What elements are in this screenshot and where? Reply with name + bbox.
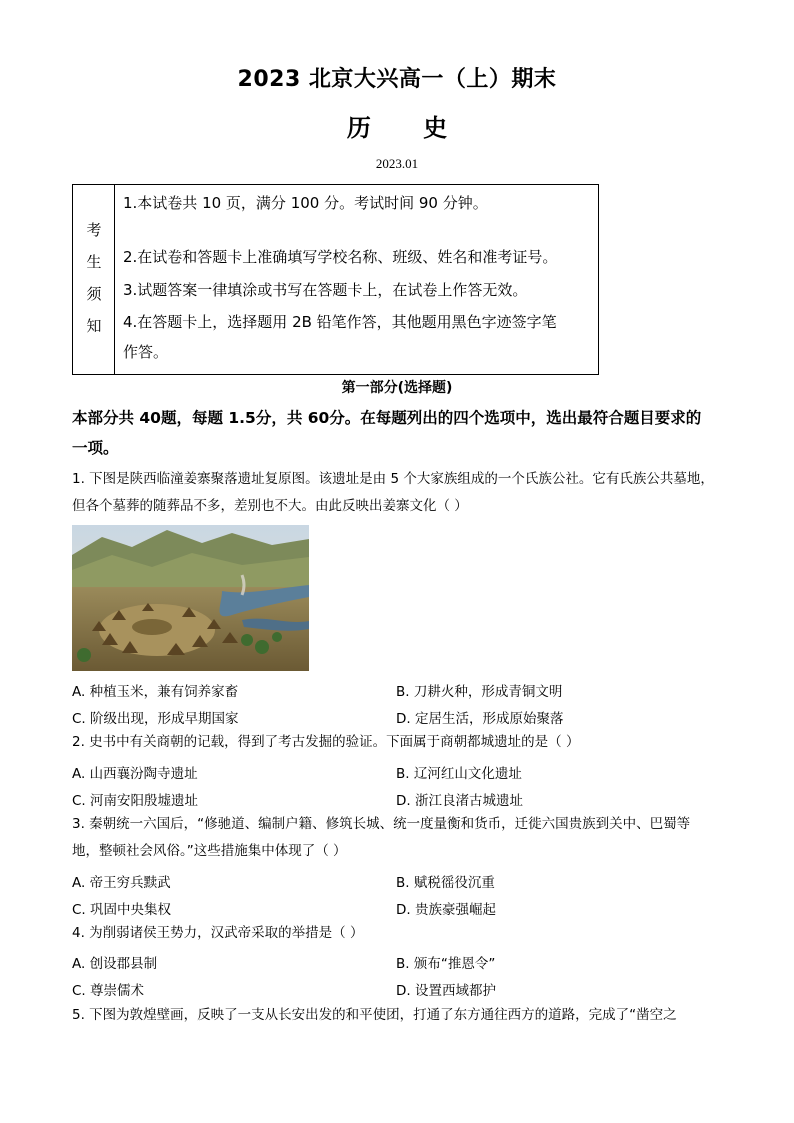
question-1-option-b[interactable]: B. 刀耕火种，形成青铜文明 [396, 684, 563, 700]
notice-label-char: 知 [86, 317, 102, 335]
question-1-option-d[interactable]: D. 定居生活，形成原始聚落 [396, 711, 564, 727]
notice-line: 1.本试卷共 10 页，满分 100 分。考试时间 90 分钟。 [123, 194, 488, 212]
notice-label-char: 考 [86, 221, 102, 239]
part-intro-line: 本部分共 40题，每题 1.5分，共 60分。在每题列出的四个选项中，选出最符合题目要求的 [72, 409, 702, 427]
question-4-text: 4. 为削弱诸侯王势力，汉武帝采取的举措是（ ） [72, 925, 364, 941]
notice-line: 2.在试卷和答题卡上准确填写学校名称、班级、姓名和准考证号。 [123, 248, 558, 266]
exam-date: 2023.01 [375, 156, 419, 171]
question-5-text: 5. 下图为敦煌壁画，反映了一支从长安出发的和平使团，打通了东方通往西方的道路，完成了“凿空之 [72, 1007, 677, 1023]
notice-label-char: 生 [86, 253, 102, 271]
notice-line: 作答。 [123, 343, 169, 361]
notice-label-char: 须 [86, 285, 102, 303]
question-1-text: 但各个墓葬的随葬品不多，差别也不大。由此反映出姜寨文化（ ） [72, 498, 468, 514]
question-3-option-b[interactable]: B. 赋税徭役沉重 [396, 875, 495, 891]
notice-label-column [73, 185, 115, 374]
question-4-option-a[interactable]: A. 创设郡县制 [72, 956, 158, 972]
notice-line: 4.在答题卡上，选择题用 2B 铅笔作答，其他题用黑色字迹签字笔 [123, 313, 557, 331]
question-2-option-b[interactable]: B. 辽河红山文化遗址 [396, 766, 522, 782]
question-4-option-d[interactable]: D. 设置西域都护 [396, 983, 496, 999]
question-1-option-a[interactable]: A. 种植玉米，兼有饲养家畜 [72, 684, 239, 700]
question-4-option-c[interactable]: C. 尊崇儒术 [72, 983, 145, 999]
question-4-option-b[interactable]: B. 颁布“推恩令” [396, 956, 496, 972]
question-3-text: 3. 秦朝统一六国后，“修驰道、编制户籍、修筑长城、统一度量衡和货币，迁徙六国贵族到关中、巴蜀等 [72, 816, 691, 832]
subject-title: 历 史 [346, 114, 470, 142]
candidate-notice-box [72, 184, 599, 375]
question-2-option-d[interactable]: D. 浙江良渚古城遗址 [396, 793, 523, 809]
question-3-text: 地，整顿社会风俗。”这些措施集中体现了（ ） [72, 843, 347, 859]
part-intro-line: 一项。 [72, 439, 119, 457]
question-1-option-c[interactable]: C. 阶级出现，形成早期国家 [72, 711, 239, 727]
question-3-option-c[interactable]: C. 巩固中央集权 [72, 902, 172, 918]
question-2-option-c[interactable]: C. 河南安阳殷墟遗址 [72, 793, 199, 809]
question-3-option-d[interactable]: D. 贵族豪强崛起 [396, 902, 496, 918]
question-2-option-a[interactable]: A. 山西襄汾陶寺遗址 [72, 766, 198, 782]
question-2-text: 2. 史书中有关商朝的记载，得到了考古发掘的验证。下面属于商朝都城遗址的是（ ） [72, 734, 580, 750]
question-1-text: 1. 下图是陕西临潼姜寨聚落遗址复原图。该遗址是由 5 个大家族组成的一个氏族公社。它有氏族公共墓地， [72, 471, 714, 487]
jiangzhai-settlement-illustration [72, 525, 309, 671]
question-3-option-a[interactable]: A. 帝王穷兵黩武 [72, 875, 171, 891]
part-heading: 第一部分(选择题) [341, 380, 453, 396]
notice-line: 3.试题答案一律填涂或书写在答题卡上，在试卷上作答无效。 [123, 281, 528, 299]
exam-title: 2023 北京大兴高一（上）期末 [237, 67, 557, 92]
